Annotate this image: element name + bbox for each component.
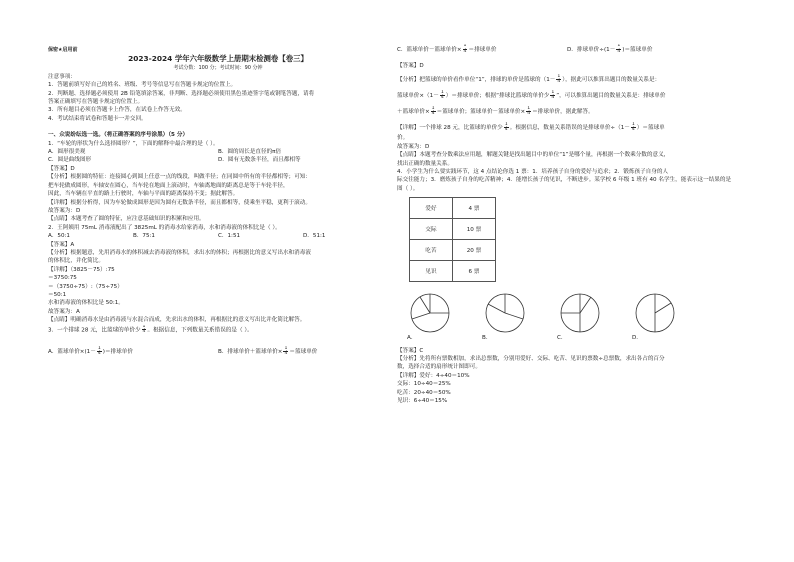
q3-option-d[interactable]: D．排球单价÷(1－ $\frac{1}{4}$ )＝篮球单价	[567, 44, 653, 54]
q2-option-a[interactable]: A．50:1	[48, 233, 70, 240]
pie-chart-d	[634, 292, 676, 334]
pie-options	[407, 292, 737, 342]
q2-stem: 2．王阿姨用 75mL 消毒液配出了 3825mL 的消毒水给家消毒，水和消毒液的体积比是（ ）。	[48, 224, 281, 231]
table-cell-votes: 20 票	[453, 240, 496, 261]
section-heading: 一、众说纷纭选一选。（将正确答案的序号涂黑）（5 分）	[48, 132, 189, 139]
exam-page	[40, 40, 754, 520]
q3-review: 【点睛】本题考查分数乘法应用题，解题关键是找出题目中的单位“1”是哪个量，再根据一个数乘分数的意义，	[397, 152, 670, 159]
pie-label: D．	[632, 335, 642, 342]
q3-detail: 价。	[397, 135, 409, 142]
q4-stem: 际交往能力；3．磨炼孩子自身的吃苦精神；4．能增长孩子的见识，不断进步。某学校 6 年级 1 班有 40 名学生，能表示这一结果的是	[397, 177, 732, 184]
table-cell-label: 吃苦	[410, 240, 453, 261]
q1-stem: 1．“车轮的形状为什么选择圆形？”，下面的解释中最合理的是（ ）。	[48, 140, 219, 147]
q3-analysis: 篮球单价×（1－ $\frac{1}{4}$ ）＝排球单价；根据“排球比篮球的单价少 $\frac{1}{4}$ ”，可以推算出题目的数量关系是：排球单价	[397, 90, 666, 101]
q1-option-b[interactable]: B．圆的周长是直径的π倍	[218, 149, 282, 156]
table-cell-label: 交际	[410, 219, 453, 240]
notes-heading: 注意事项：	[48, 73, 76, 80]
q3-analysis: ＋篮球单价× $\frac{1}{4}$ ＝篮球单价；篮球单价－篮球单价× $\frac{1}{4}$ ＝排球单价，据此解答。	[397, 106, 594, 117]
q1-analysis: 【分析】根据圆的特征：连接圆心到圆上任意一点的线段，叫做半径；在同圆中所有的半径都相等；可知：	[48, 174, 311, 181]
q2-step: ＝3750:75	[48, 275, 77, 282]
pie-option-c[interactable]	[557, 292, 632, 342]
fraction-one-quarter: $\frac{1}{4}$	[504, 122, 508, 133]
exam-title: 2023-2024 学年六年级数学上册期末检测卷【卷三】	[128, 54, 308, 64]
table-cell-label: 爱好	[410, 198, 453, 219]
fraction-one-quarter: $\frac{1}{4}$	[440, 90, 444, 101]
left-column	[48, 40, 388, 358]
q3-detail: 【详解】一个排球 28 元，比篮球的单价少 $\frac{1}{4}$ 。根据信息，数量关系错误的是排球单价÷（1－ $\frac{1}{4}$ ）＝篮球单	[397, 122, 665, 133]
table-row	[410, 240, 496, 261]
q3-analysis: 【分析】把篮球的单价看作单位“1”，排球的单价是篮球的（1－ $\frac{1}{4}$ ），据此可以推算出题目的数量关系是：	[397, 74, 661, 85]
q2-step: ＝50:1	[48, 291, 67, 298]
q3-options-row2	[397, 44, 737, 56]
q2-analysis: 【分析】根据题意，先用消毒水的体积减去消毒液的体积，求出水的体积；再根据比的意义写出水和消毒液	[48, 249, 311, 256]
q1-option-c[interactable]: C．圆是曲线图形	[48, 157, 92, 164]
secret-label: 保密★启用前	[48, 47, 78, 53]
table-cell-votes: 4 票	[453, 198, 496, 219]
q1-option-d[interactable]: D．圆有无数条半径，而且都相等	[218, 157, 301, 164]
table-cell-votes: 10 票	[453, 219, 496, 240]
q4-stem: 4．小学生为什么要实践环节，这 4 点结论你选 1 票：1．培养孩子自身的爱好与追求；2．锻炼孩子自身的人	[397, 169, 669, 176]
q4-detail: 交际：10÷40＝25%	[397, 381, 451, 388]
q4-answer: 【答案】C	[397, 347, 424, 354]
pie-chart-c	[559, 292, 601, 334]
q4-detail: 【详解】爱好：4÷40＝10%	[397, 372, 470, 379]
exam-subtitle: 考试分数：100 分；考试时间：90 分钟	[173, 65, 263, 72]
note-item: 2．判断题、选择题必须使用 2B 铅笔填涂答案，非判断、选择题必须使用黑色墨迹签字笔或钢笔答题，请将	[48, 90, 315, 97]
q1-options-row1	[48, 148, 388, 156]
fraction-one-quarter: $\frac{1}{4}$	[617, 44, 621, 54]
q3-option-c[interactable]: C．篮球单价－篮球单价× $\frac{1}{4}$ ＝排球单价	[397, 44, 497, 54]
table-cell-votes: 6 票	[453, 261, 496, 282]
fraction-one-quarter: $\frac{1}{4}$	[142, 324, 146, 335]
q3-option-b[interactable]: B．排球单价＋篮球单价× $\frac{1}{4}$ ＝篮球单价	[218, 346, 318, 357]
q2-result: 水和消毒液的体积比是 50:1。	[48, 300, 124, 307]
pie-option-d[interactable]	[632, 292, 707, 342]
fraction-one-quarter: $\frac{1}{4}$	[631, 122, 635, 133]
q4-detail: 吃苦：20÷40＝50%	[397, 389, 451, 396]
q3-stem: 3．一个排球 28 元，比篮球的单价少 $\frac{1}{4}$ 。根据信息，下列数量关系错误的是（ ）。	[48, 324, 253, 335]
fraction-one-quarter: $\frac{1}{4}$	[527, 106, 531, 117]
q2-option-d[interactable]: D．51:1	[303, 233, 326, 240]
q4-detail: 见识：6÷40＝15%	[397, 398, 448, 405]
table-row	[410, 219, 496, 240]
vote-table	[409, 197, 496, 282]
q2-analysis: 的体积比，并化简比。	[48, 258, 104, 265]
pie-label: B．	[482, 335, 492, 342]
q2-review: 【点睛】明确消毒水是由消毒液与水混合而成，先求出水的体积，再根据比的意义写出比并化简比解答。	[48, 317, 306, 324]
fraction-one-quarter: $\frac{1}{4}$	[97, 346, 101, 357]
note-item: 答案正确填写在答题卡规定的位置上。	[48, 99, 144, 106]
pie-chart-a	[409, 292, 451, 334]
q2-option-c[interactable]: C．1:51	[218, 233, 241, 240]
q1-options-row2	[48, 156, 388, 164]
fraction-one-quarter: $\frac{1}{4}$	[284, 346, 288, 357]
q1-analysis: 把车轮做成圆形，车轴安在圆心，当车轮在地面上滚动时，车轴离地面的距离总是等于车轮半径，	[48, 182, 289, 189]
q2-step: ＝（3750÷75）:（75÷75）	[48, 283, 123, 290]
note-item: 4．考试结束将试卷和答题卡一并交回。	[48, 115, 147, 122]
fraction-one-quarter: $\frac{1}{4}$	[463, 44, 467, 54]
q4-stem: 图（ ）。	[397, 185, 419, 192]
q3-answer-choice: 故答案为：D	[397, 143, 430, 150]
q3-options-row1	[48, 346, 388, 358]
right-column	[397, 40, 737, 406]
fraction-one-quarter: $\frac{1}{4}$	[557, 74, 561, 85]
q2-answer: 【答案】A	[48, 241, 75, 248]
note-item: 1．答题前填写好自己的姓名、班级、考号等信息写在答题卡规定的位置上。	[48, 82, 237, 89]
note-item: 3．所有题目必须在答题卡上作答，在试卷上作答无效。	[48, 107, 186, 114]
pie-label: A．	[407, 335, 417, 342]
q2-options	[48, 232, 388, 240]
q3-answer: 【答案】D	[397, 63, 424, 69]
q2-answer-choice: 故答案为：A	[48, 308, 80, 315]
q3-review: 找出正确的数量关系。	[397, 160, 453, 167]
q1-option-a[interactable]: A．圆形很美观	[48, 149, 86, 156]
q4-analysis: 数，选择合适的扇形统计图即可。	[397, 364, 481, 371]
pie-option-a[interactable]	[407, 292, 482, 342]
q4-analysis: 【分析】先将所有票数相加，求出总票数，分别用爱好、交际、吃苦、见识的票数÷总票数，求出各占的百分	[397, 356, 665, 363]
q3-option-a[interactable]: A．篮球单价×(1－ $\frac{1}{4}$ )＝排球单价	[48, 346, 133, 357]
fraction-one-quarter: $\frac{1}{4}$	[551, 90, 555, 101]
table-row	[410, 261, 496, 282]
q1-analysis: 因此，当车辆在平直的路上行驶时，车轴与平面的距离保持不变；据此解答。	[48, 191, 239, 198]
q1-review: 【点睛】本题考查了圆的特征，应注意基础知识的积累和应用。	[48, 216, 205, 223]
pie-label: C．	[557, 335, 567, 342]
q2-option-b[interactable]: B．75:1	[133, 233, 155, 240]
q1-answer: 【答案】D	[48, 165, 75, 172]
q1-detail: 【详解】根据分析得，因为车轮做成圆形是因为圆有无数条半径，而且都相等，使乘坐平稳，更利于滚动。	[48, 199, 311, 206]
table-row	[410, 198, 496, 219]
fraction-one-quarter: $\frac{1}{4}$	[431, 106, 435, 117]
table-cell-label: 见识	[410, 261, 453, 282]
q2-detail: 【详解】（3825－75）:75	[48, 266, 115, 273]
q1-answer-choice: 故答案为：D	[48, 207, 81, 214]
pie-option-b[interactable]	[482, 292, 557, 342]
pie-chart-b	[484, 292, 526, 334]
